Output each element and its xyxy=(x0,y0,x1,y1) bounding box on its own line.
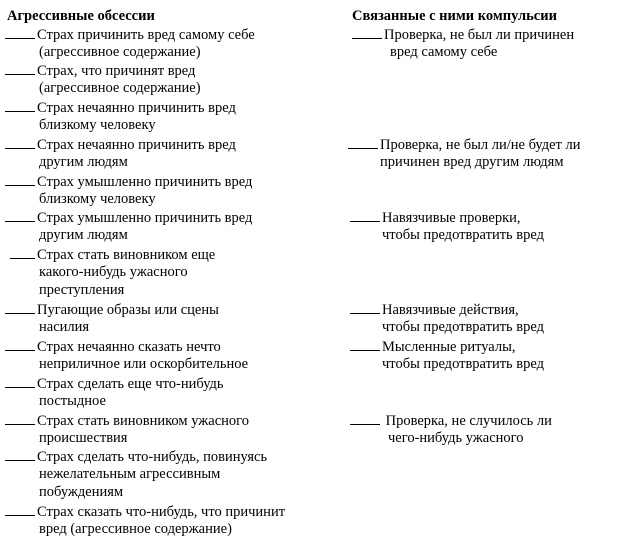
answer-blank[interactable] xyxy=(5,25,35,39)
answer-blank[interactable] xyxy=(5,300,35,314)
compulsion-text: Проверка, не случилось ли xyxy=(385,413,552,429)
obsession-text: Страх, что причинят вред xyxy=(37,63,196,79)
answer-blank[interactable] xyxy=(5,502,35,516)
compulsion-text: Проверка, не был ли причинен xyxy=(384,27,575,43)
obsessions-header: Агрессивные обсессии xyxy=(7,8,155,24)
compulsion-item xyxy=(348,135,581,171)
obsession-item xyxy=(5,61,201,97)
compulsions-header: Связанные с ними компульсии xyxy=(352,8,557,24)
obsession-text: Страх нечаянно сказать нечто xyxy=(37,339,221,355)
obsession-item xyxy=(5,208,252,244)
answer-blank[interactable] xyxy=(5,337,35,351)
obsession-text-cont: нежелательным агрессивным xyxy=(39,466,221,482)
compulsion-text-cont: вред самому себе xyxy=(390,44,498,60)
obsession-text-cont: (агрессивное содержание) xyxy=(39,44,201,60)
obsession-text-cont: побуждениям xyxy=(39,484,124,500)
obsession-item xyxy=(5,447,267,501)
answer-blank[interactable] xyxy=(5,374,35,388)
answer-blank[interactable] xyxy=(5,98,35,112)
answer-blank[interactable] xyxy=(5,172,35,186)
compulsion-text-cont: причинен вред другим людям xyxy=(380,154,564,170)
obsession-text: Страх сказать что-нибудь, что причинит xyxy=(37,504,286,520)
answer-blank[interactable] xyxy=(350,411,380,425)
answer-blank[interactable] xyxy=(5,208,35,222)
obsession-text-cont: насилия xyxy=(39,319,90,335)
compulsion-item xyxy=(352,25,574,61)
obsession-text: Страх стать виновником ужасного xyxy=(37,413,249,429)
answer-blank[interactable] xyxy=(5,411,35,425)
obsession-item xyxy=(5,411,249,447)
answer-blank[interactable] xyxy=(350,337,380,351)
obsession-text-cont: близкому человеку xyxy=(39,191,156,207)
obsession-text-cont: какого-нибудь ужасного xyxy=(39,264,188,280)
compulsion-text: Навязчивые проверки, xyxy=(382,210,521,226)
obsession-text-cont: другим людям xyxy=(39,227,128,243)
compulsion-item xyxy=(350,208,544,244)
obsession-text-cont: близкому человеку xyxy=(39,117,156,133)
answer-blank[interactable] xyxy=(348,135,378,149)
compulsion-text-cont: чтобы предотвратить вред xyxy=(382,227,545,243)
answer-blank[interactable] xyxy=(10,245,35,259)
answer-blank[interactable] xyxy=(5,135,35,149)
obsession-text-cont: преступления xyxy=(39,282,125,298)
obsession-text-cont: неприличное или оскорбительное xyxy=(39,356,249,372)
obsession-item xyxy=(5,25,255,61)
obsession-item xyxy=(5,300,219,336)
answer-blank[interactable] xyxy=(350,300,380,314)
obsession-text: Пугающие образы или сцены xyxy=(37,302,219,318)
compulsion-text-cont: чего-нибудь ужасного xyxy=(388,430,524,446)
compulsion-item xyxy=(350,300,544,336)
obsession-text-cont: другим людям xyxy=(39,154,128,170)
obsession-item xyxy=(5,135,236,171)
obsession-text-cont: постыдное xyxy=(39,393,106,409)
obsession-text: Страх сделать еще что-нибудь xyxy=(37,376,224,392)
compulsion-text-cont: чтобы предотвратить вред xyxy=(382,319,545,335)
obsession-item xyxy=(10,245,215,299)
obsession-text: Страх сделать что-нибудь, повинуясь xyxy=(37,449,268,465)
obsession-item xyxy=(5,337,248,373)
obsession-text: Страх причинить вред самому себе xyxy=(37,27,255,43)
compulsion-text: Навязчивые действия, xyxy=(382,302,519,318)
answer-blank[interactable] xyxy=(352,25,382,39)
obsession-item xyxy=(5,374,224,410)
compulsion-item xyxy=(350,337,544,373)
obsession-text: Страх умышленно причинить вред xyxy=(37,174,253,190)
obsession-text-cont: происшествия xyxy=(39,430,128,446)
answer-blank[interactable] xyxy=(350,208,380,222)
obsession-text: Страх нечаянно причинить вред xyxy=(37,100,236,116)
answer-blank[interactable] xyxy=(5,447,35,461)
compulsion-item xyxy=(350,411,552,447)
answer-blank[interactable] xyxy=(5,61,35,75)
obsession-text: Страх умышленно причинить вред xyxy=(37,210,253,226)
obsession-item xyxy=(5,502,285,538)
obsession-item xyxy=(5,98,236,134)
obsession-text-cont: вред (агрессивное содержание) xyxy=(39,521,232,537)
obsession-text: Страх нечаянно причинить вред xyxy=(37,137,236,153)
compulsion-text: Мысленные ритуалы, xyxy=(382,339,516,355)
obsession-text-cont: (агрессивное содержание) xyxy=(39,80,201,96)
compulsion-text: Проверка, не был ли/не будет ли xyxy=(380,137,581,153)
obsession-item xyxy=(5,172,252,208)
obsession-text: Страх стать виновником еще xyxy=(37,247,216,263)
compulsion-text-cont: чтобы предотвратить вред xyxy=(382,356,545,372)
